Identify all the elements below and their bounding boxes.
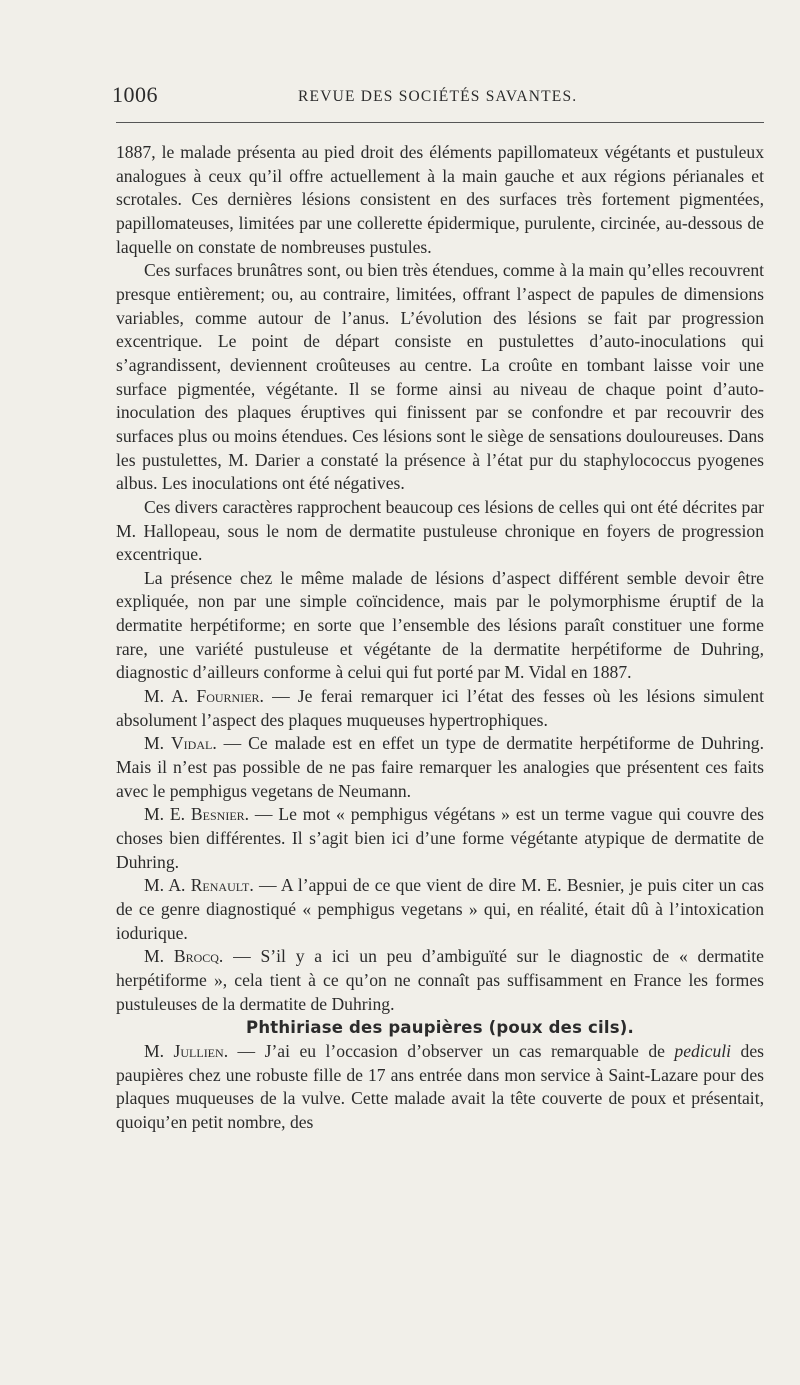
speaker-name: Jullien <box>173 1040 224 1061</box>
page-number: 1006 <box>112 82 158 107</box>
section-title: Phthiriase des paupières (poux des cils). <box>246 1018 634 1038</box>
italic-term: pediculi <box>674 1040 732 1061</box>
speaker-name: Besnier <box>190 804 245 825</box>
paragraph-text: . — J’ai eu l’occasion d’observer un cas remarquable de <box>223 1040 675 1061</box>
paragraph-1: 1887, le malade présenta au pied droit des éléments papillomateux végétants et pustuleux analogues à ceux qu’il offre actuellement à la main gauche et aux régions périanales et scrotales. Ces dernières lésions consistent en des surfaces très fortement pigmentées, papillomateuses, limitées par une collerette épidermique, purulente, circinée, au-dessous de laquelle on constate de nombreuses pustules. <box>116 142 764 257</box>
speaker-prefix: M. A. <box>144 875 191 896</box>
speaker-name: Vidal <box>170 733 213 754</box>
body-text <box>116 141 764 1135</box>
speaker-prefix: M. <box>144 733 171 754</box>
paragraph-vidal <box>116 732 764 803</box>
paragraph-text-continued: des paupières chez une robuste fille de 17 ans entrée dans mon service à Saint-Lazare pour des plaques muqueuses de la vulve. Cette malade avait la tête couverte de poux et présentait, quoiqu’en petit nombre, des <box>116 1040 764 1132</box>
paragraph-brocq <box>116 945 764 1016</box>
speaker-prefix: M. E. <box>144 804 191 825</box>
paragraph-besnier <box>116 803 764 874</box>
paragraph-renault <box>116 874 764 945</box>
speaker-prefix: M. A. <box>144 686 197 707</box>
paragraph-text: . — A l’appui de ce que vient de dire M. E. Besnier, je puis citer un cas de ce genre diagnostiqué « pemphigus vegetans » qui, en réalité, était dû à l’intoxication iodurique. <box>116 875 764 943</box>
paragraph-text: . — S’il y a ici un peu d’ambiguïté sur le diagnostic de « dermatite herpétiforme », cela tient à ce qu’on ne connaît pas suffisamment en France les formes pustuleuses de la dermatite de Duhring. <box>116 946 764 1014</box>
paragraph-3: Ces divers caractères rapprochent beaucoup ces lésions de celles qui ont été décrites par M. Hallopeau, sous le nom de dermatite pustuleuse chronique en foyers de progression excentrique. <box>116 496 764 565</box>
paragraph-fournier <box>116 685 764 732</box>
speaker-name: Brocq <box>173 946 219 967</box>
paragraph-jullien <box>116 1040 764 1135</box>
paragraph-4: La présence chez le même malade de lésions d’aspect différent semble devoir être expliquée, non par une simple coïncidence, mais par le polymorphisme éruptif de la dermatite herpétiforme; en sorte que l’ensemble des lésions paraît constituer une forme rare, une variété pustuleuse et végétante de la dermatite herpétiforme de Duhring, diagnostic d’ailleurs conforme à celui qui fut porté par M. Vidal en 1887. <box>116 567 764 683</box>
speaker-name: Renault <box>190 875 250 896</box>
paragraph-2: Ces surfaces brunâtres sont, ou bien très étendues, comme à la main qu’elles recouvrent presque entièrement; ou, au contraire, limitées, offrant l’aspect de papules de dimensions variables, comme autour de l’anus. L’évolution des lésions se fait par progression excentrique. Le point de départ consiste en pustulettes d’auto-inoculations qui s’agrandissent, deviennent croûteuses au centre. La croûte en tombant laisse voir une surface pigmentée, végétante. Il se forme ainsi au niveau de chaque point d’auto-inoculation des plaques éruptives qui finissent par se confondre et par recouvrir des surfaces plus ou moins étendues. Ces lésions sont le siège de sensations douloureuses. Dans les pustulettes, M. Darier a constaté la présence à l’état pur du staphylococcus pyogenes albus. Les inoculations ont été négatives. <box>116 260 764 494</box>
speaker-name: Fournier <box>196 686 260 707</box>
header-rule <box>116 122 764 123</box>
paragraph-text: . — Je ferai remarquer ici l’état des fesses où les lésions simulent absolument l’aspect des plaques muqueuses hypertrophiques. <box>116 686 764 730</box>
speaker-prefix: M. <box>144 946 174 967</box>
paragraph-text: . — Ce malade est en effet un type de dermatite herpétiforme de Duhring. Mais il n’est pas possible de ne pas faire remarquer les analogies que présentent ces faits avec le pemphigus vegetans de Neumann. <box>116 733 764 801</box>
running-title: REVUE DES SOCIÉTÉS SAVANTES. <box>298 88 578 105</box>
speaker-prefix: M. <box>144 1040 174 1061</box>
paragraph-text: . — Le mot « pemphigus végétans » est un terme vague qui couvre des choses bien différentes. Il s’agit bien ici d’une forme végétante atypique de dermatite de Duhring. <box>116 804 765 872</box>
